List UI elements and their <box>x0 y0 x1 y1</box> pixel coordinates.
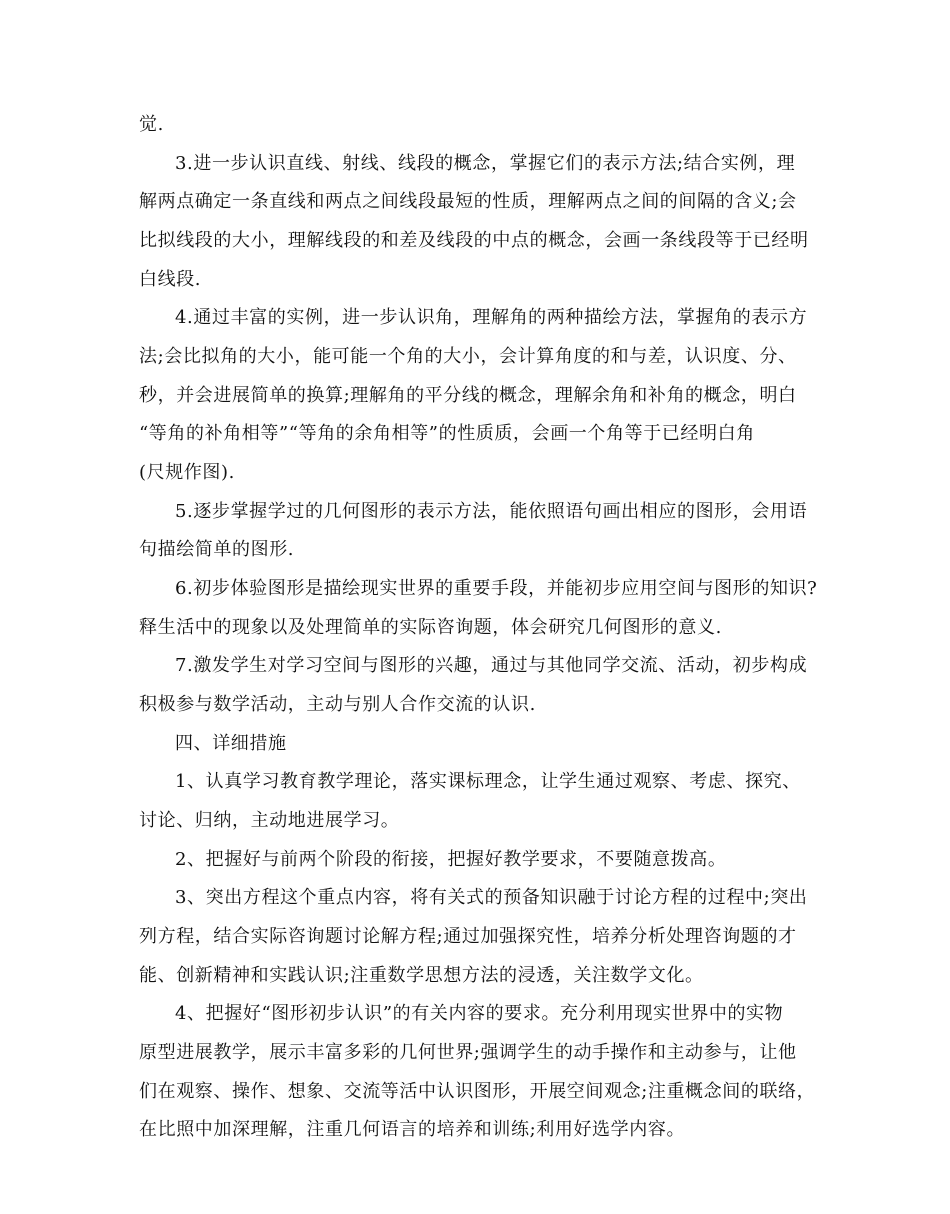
text-line-7: 法;会比拟角的大小，能可能一个角的大小，会计算角度的和与差，认识度、分、 <box>139 346 797 367</box>
text-line-21: 3、突出方程这个重点内容，将有关式的预备知识融于讨论方程的过程中;突出 <box>175 887 808 908</box>
text-line-26: 们在观察、操作、想象、交流等活中认识图形，开展空间观念;注重概念间的联络， <box>139 1081 816 1102</box>
text-line-8: 秒，并会进展简单的换算;理解角的平分线的概念，理解余角和补角的概念，明白 <box>139 385 797 406</box>
text-line-20: 2、把握好与前两个阶段的衔接，把握好教学要求，不要随意拨高。 <box>175 849 727 870</box>
section-heading: 四、详细措施 <box>175 733 287 754</box>
text-line-23: 能、创新精神和实践认识;注重数学思想方法的浸透，关注数学文化。 <box>139 965 704 986</box>
text-line-12: 句描绘简单的图形. <box>139 539 295 560</box>
text-line-22: 列方程，结合实际咨询题讨论解方程;通过加强探究性，培养分析处理咨询题的才 <box>139 926 797 947</box>
text-line-9: “等角的补角相等”“等角的余角相等”的性质质，会画一个角等于已经明白角 <box>139 423 755 444</box>
text-line-6: 4.通过丰富的实例，进一步认识角，理解角的两种描绘方法，掌握角的表示方 <box>175 307 808 328</box>
text-line-25: 原型进展教学，展示丰富多彩的几何世界;强调学生的动手操作和主动参与，让他 <box>139 1042 797 1063</box>
text-line-27: 在比照中加深理解，注重几何语言的培养和训练;利用好选学内容。 <box>139 1119 686 1140</box>
text-line-2: 3.进一步认识直线、射线、线段的概念，掌握它们的表示方法;结合实例，理 <box>175 153 796 174</box>
text-line-5: 白线段. <box>139 269 202 290</box>
text-line-19: 讨论、归纳，主动地进展学习。 <box>139 810 400 831</box>
text-line-24: 4、把握好“图形初步认识”的有关内容的要求。充分利用现实世界中的实物 <box>175 1003 784 1024</box>
text-line-15: 7.激发学生对学习空间与图形的兴趣，通过与其他同学交流、活动，初步构成 <box>175 655 808 676</box>
text-line-14: 释生活中的现象以及处理简单的实际咨询题，体会研究几何图形的意义. <box>139 617 722 638</box>
text-line-1: 觉. <box>139 114 164 135</box>
text-line-13: 6.初步体验图形是描绘现实世界的重要手段，并能初步应用空间与图形的知识? <box>175 578 818 599</box>
text-line-11: 5.逐步掌握学过的几何图形的表示方法，能依照语句画出相应的图形，会用语 <box>175 501 808 522</box>
text-line-3: 解两点确定一条直线和两点之间线段最短的性质，理解两点之间的间隔的含义;会 <box>139 191 797 212</box>
text-line-16: 积极参与数学活动，主动与别人合作交流的认识. <box>139 694 536 715</box>
text-line-10: (尺规作图). <box>139 462 235 483</box>
text-line-4: 比拟线段的大小，理解线段的和差及线段的中点的概念，会画一条线段等于已经明 <box>139 230 809 251</box>
text-line-18: 1、认真学习教育教学理论，落实课标理念，让学生通过观察、考虑、探究、 <box>175 771 801 792</box>
